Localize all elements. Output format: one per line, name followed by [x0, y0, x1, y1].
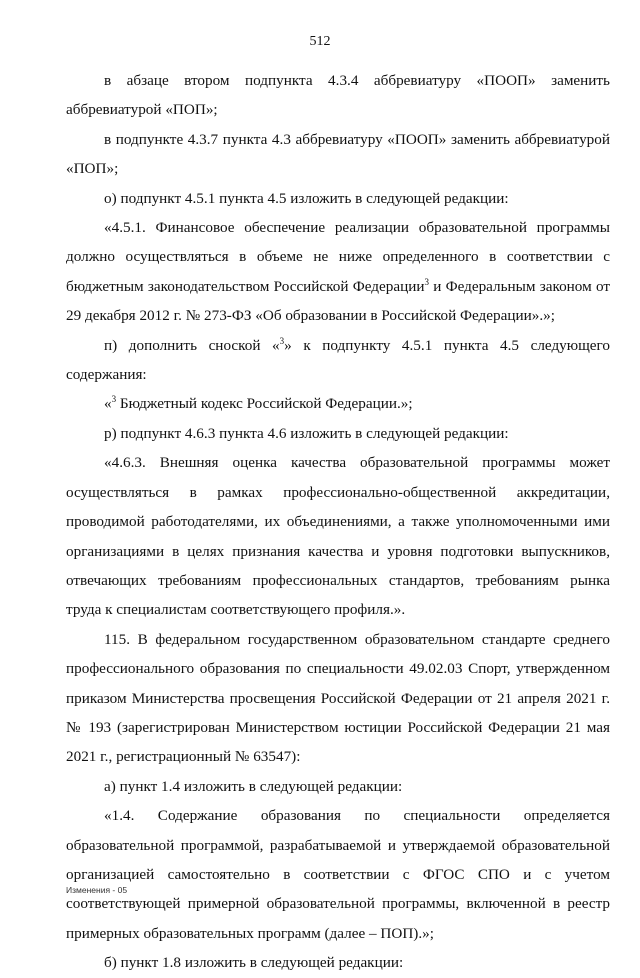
document-body	[66, 66, 610, 978]
text-segment: «	[104, 395, 112, 413]
footnote-ref: 3	[279, 335, 285, 346]
paragraph-4-6-3: «4.6.3. Внешняя оценка качества образовательной программы может осуществляться в рамках профессионально-общественной аккредитации, проводимой работодателями, их объединениями, а также уполномоченными ими организациями в целях признания качества и уровня подготовки выпускников, отвечающих требованиям профессиональных стандартов, требованиям рынка труда к специалистам соответствующего профиля.».	[66, 454, 610, 619]
paragraph-r: р) подпункт 4.6.3 пункта 4.6 изложить в следующей редакции:	[104, 424, 509, 442]
footnote-ref: 3	[424, 276, 429, 287]
paragraph-4-3-7: в подпункте 4.3.7 пункта 4.3 аббревиатуру «ПООП» заменить аббревиатурой «ПОП»;	[66, 130, 610, 178]
text-segment: Бюджетный кодекс Российской Федерации.»;	[116, 395, 413, 413]
text-segment: «4.5.1. Финансовое обеспечение реализации образовательной программы должно осуществляться в объеме не ниже определенного в соответствии с бюджетным законодательством Российской Федерации	[66, 219, 610, 295]
footnote-ref: 3	[111, 394, 117, 405]
paragraph-b: б) пункт 1.8 изложить в следующей редакции:	[104, 954, 404, 972]
text-segment: и Федеральным законом от 29 декабря 2012 г. № 273-ФЗ «Об образовании в Российской Федерации».»;	[66, 277, 610, 325]
page-number: 512	[309, 34, 331, 49]
footnote-text	[66, 389, 610, 418]
paragraph-4-3-4: в абзаце втором подпункта 4.3.4 аббревиатуру «ПООП» заменить аббревиатурой «ПОП»;	[66, 72, 610, 119]
paragraph-o: о) подпункт 4.5.1 пункта 4.5 изложить в следующей редакции:	[104, 189, 509, 207]
text-segment: » к подпункту 4.5.1 пункта 4.5 следующего содержания:	[66, 336, 610, 384]
paragraph-1-4: «1.4. Содержание образования по специальности определяется образовательной программой, разрабатываемой и утверждаемой образовательной организацией самостоятельно в соответствии с ФГОС СПО и с учетом соответствующей примерной образовательной программы, включенной в реестр примерных образовательных программ (далее – ПОП).»;	[66, 807, 610, 942]
paragraph-115: 115. В федеральном государственном образовательном стандарте среднего профессионального образования по специальности 49.02.03 Спорт, утвержденном приказом Министерства просвещения Российской Федерации от 21 апреля 2021 г. № 193 (зарегистрирован Министерством юстиции Российской Федерации 21 мая 2021 г., регистрационный № 63547):	[66, 630, 610, 766]
text-segment: п) дополнить сноской «	[104, 336, 280, 354]
page-footer: Изменения - 05	[66, 885, 128, 895]
paragraph-a: а) пункт 1.4 изложить в следующей редакции:	[104, 777, 403, 795]
paragraph-p	[66, 331, 610, 390]
paragraph-4-5-1	[66, 213, 610, 331]
